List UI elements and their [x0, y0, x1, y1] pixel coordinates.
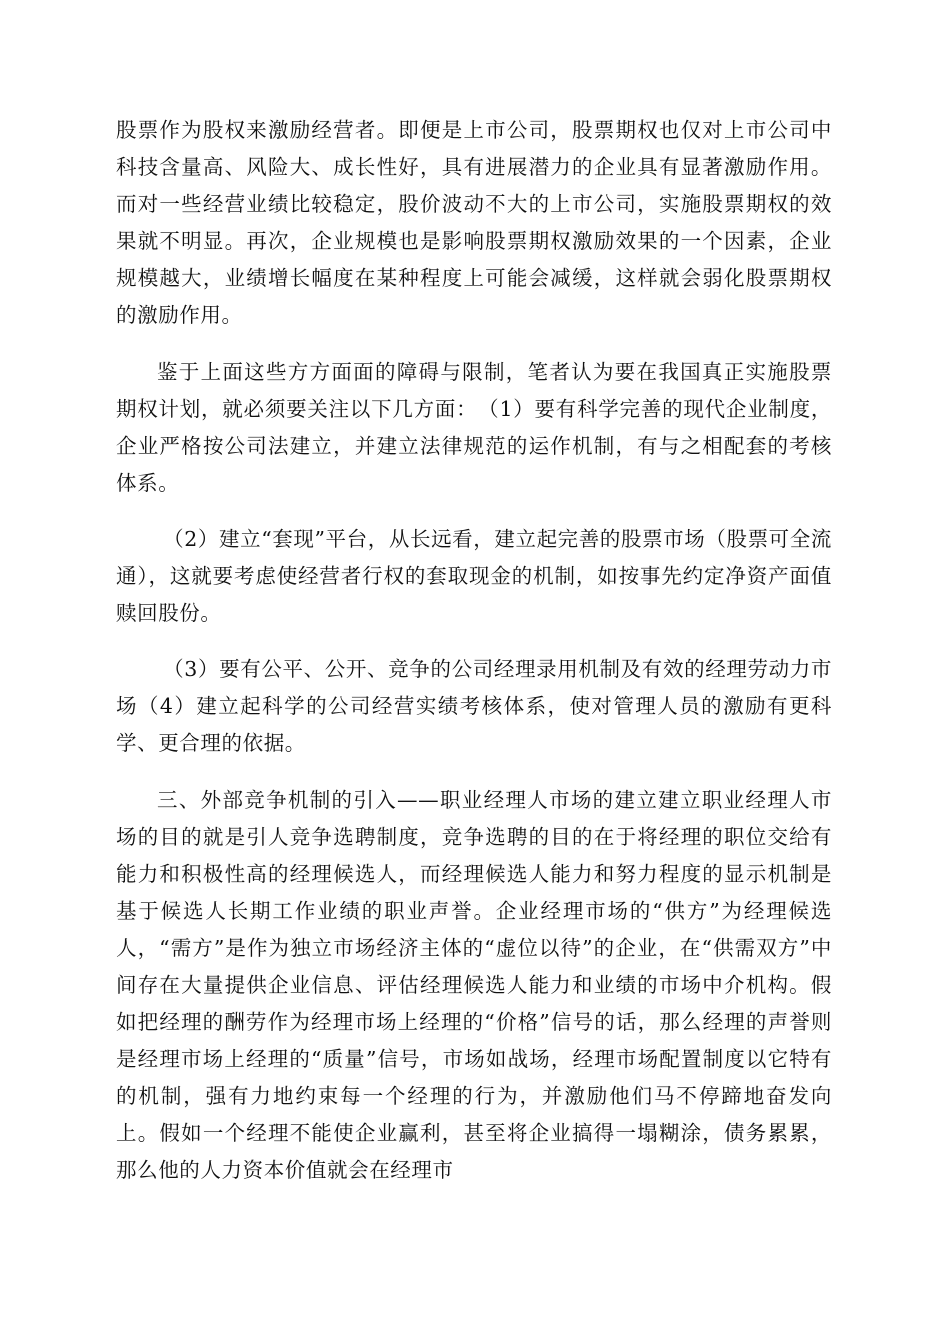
document-body: [116, 112, 832, 1190]
paragraph-cash-out-platform: （2）建立“套现”平台，从长远看，建立起完善的股票市场（股票可全流通），这就要考虑使经营者行权的套取现金的机制，如按事先约定净资产面值赎回股份。: [116, 526, 832, 626]
paragraph-manager-hiring-mechanism: （3）要有公平、公开、竞争的公司经理录用机制及有效的经理劳动力市场（4）建立起科学的公司经营实绩考核体系，使对管理人员的激励有更科学、更合理的依据。: [116, 657, 832, 756]
paragraph-external-competition: 三、外部竞争机制的引入——职业经理人市场的建立建立职业经理人市场的目的就是引人竞争选聘制度，竞争选聘的目的在于将经理的职位交给有能力和积极性高的经理候选人，而经理候选人能力和努力程度的显示机制是基于候选人长期工作业绩的职业声誉。企业经理市场的“供方”为经理候选人，“需方”是作为独立市场经济主体的“虚位以待”的企业，在“供需双方”中间存在大量提供企业信息、评估经理候选人能力和业绩的市场中介机构。假如把经理的酬劳作为经理市场上经理的“价格”信号的话，那么经理的声誉则是经理市场上经理的“质量”信号，市场如战场，经理市场配置制度以它特有的机制，强有力地约束每一个经理的行为，并激励他们马不停蹄地奋发向上。假如一个经理不能使企业赢利，甚至将企业搞得一塌糊涂，债务累累，那么他的人力资本价值就会在经理市: [116, 787, 832, 1183]
paragraph-implementation-conditions: 鉴于上面这些方方面面的障碍与限制，笔者认为要在我国真正实施股票期权计划，就必须要关注以下几方面： （1）要有科学完善的现代企业制度，企业严格按公司法建立，并建立法律规范的运作机制，有与之相配套的考核体系。: [116, 359, 832, 495]
paragraph-stock-option-limits: 股票作为股权来激励经营者。即便是上市公司，股票期权也仅对上市公司中科技含量高、风险大、成长性好，具有进展潜力的企业具有显著激励作用。而对一些经营业绩比较稳定，股价波动不大的上市公司，实施股票期权的效果就不明显。再次，企业规模也是影响股票期权激励效果的一个因素，企业规模越大，业绩增长幅度在某种程度上可能会减缓，这样就会弱化股票期权的激励作用。: [116, 118, 832, 328]
